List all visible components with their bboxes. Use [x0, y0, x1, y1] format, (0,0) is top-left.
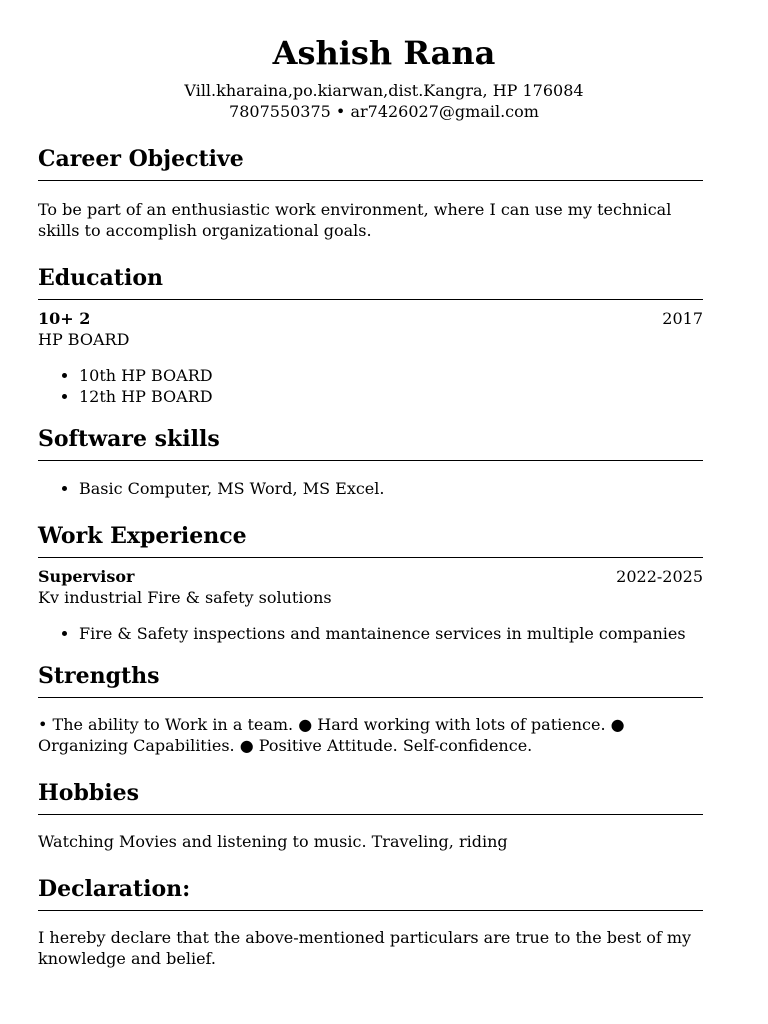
list-item: • Basic Computer, MS Word, MS Excel. — [79, 478, 703, 499]
education-section — [38, 263, 703, 407]
education-row — [38, 309, 703, 329]
education-year: 2017 — [662, 309, 703, 328]
work-experience-section — [38, 521, 703, 644]
hobbies-text: Watching Movies and listening to music. Traveling, riding — [38, 832, 508, 851]
strengths-section — [38, 661, 703, 756]
hobbies-section — [38, 778, 703, 852]
contact-address: Vill.kharaina,po.kiarwan,dist.Kangra, HP 176084 — [184, 81, 584, 100]
resume-content — [38, 144, 703, 969]
software-skills-list — [38, 478, 703, 499]
contact-phone-email: 7807550375 • ar7426027@gmail.com — [229, 102, 539, 121]
career-objective-text: To be part of an enthusiastic work environment, where I can use my technical skills to accomplish organizational goals. — [38, 200, 672, 240]
work-company: Kv industrial Fire & safety solutions — [38, 588, 332, 607]
section-title-work-experience: Work Experience — [38, 521, 703, 558]
section-title-education: Education — [38, 263, 703, 300]
section-title-software-skills: Software skills — [38, 424, 703, 461]
work-role: Supervisor — [38, 567, 135, 586]
declaration-text: I hereby declare that the above-mentioned particulars are true to the best of my knowledge and belief. — [38, 928, 692, 968]
list-item: • 10th HP BOARD — [79, 365, 703, 386]
section-title-hobbies: Hobbies — [38, 778, 703, 815]
declaration-section — [38, 874, 703, 969]
candidate-name: Ashish Rana — [272, 34, 496, 72]
career-objective-section — [38, 144, 703, 241]
education-list — [38, 365, 703, 407]
work-row — [38, 567, 703, 587]
resume-header — [0, 0, 768, 122]
education-board: HP BOARD — [38, 330, 130, 349]
section-title-career-objective: Career Objective — [38, 144, 703, 181]
education-degree: 10+ 2 — [38, 309, 91, 328]
list-item: • Fire & Safety inspections and mantainence services in multiple companies — [79, 623, 703, 644]
section-title-strengths: Strengths — [38, 661, 703, 698]
section-title-declaration: Declaration: — [38, 874, 703, 911]
work-list — [38, 623, 703, 644]
software-skills-section — [38, 424, 703, 499]
strengths-text: • The ability to Work in a team. ● Hard working with lots of patience. ● Organizing Capabilities. ● Positive Attitude. Self-confidence. — [38, 715, 625, 755]
work-period: 2022-2025 — [616, 567, 703, 586]
list-item: • 12th HP BOARD — [79, 386, 703, 407]
